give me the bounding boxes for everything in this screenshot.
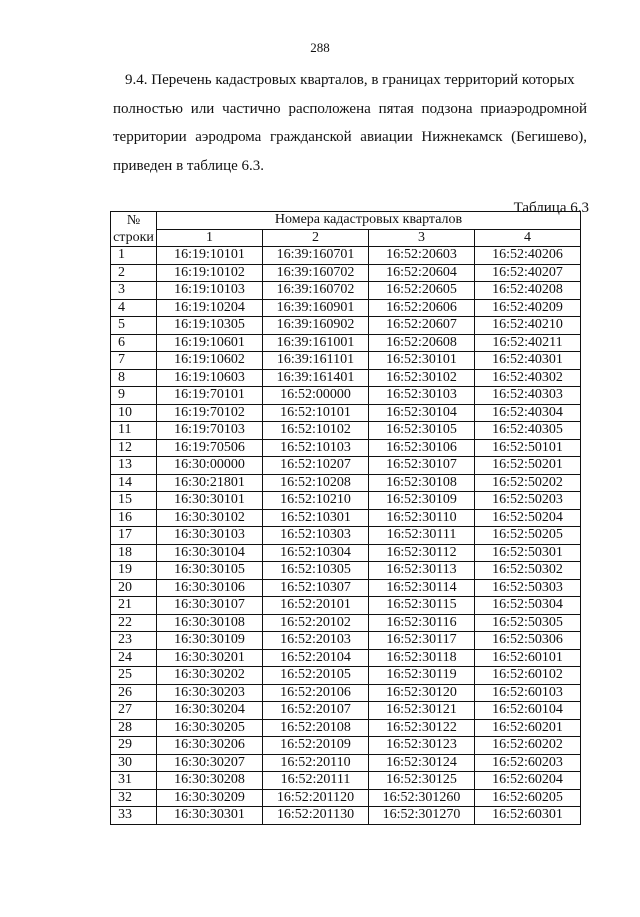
table-row (111, 422, 581, 440)
cadastral-quarter-cell: 16:52:10208 (263, 474, 369, 492)
cadastral-quarter-cell: 16:52:60201 (475, 719, 581, 737)
row-number-cell: 29 (111, 737, 157, 755)
cadastral-quarter-cell: 16:52:30106 (369, 439, 475, 457)
cadastral-quarter-cell: 16:52:50304 (475, 597, 581, 615)
row-number-cell: 16 (111, 509, 157, 527)
cadastral-quarter-cell: 16:52:30122 (369, 719, 475, 737)
table-row (111, 369, 581, 387)
cadastral-quarter-cell: 16:52:60101 (475, 649, 581, 667)
cadastral-quarter-cell: 16:52:20107 (263, 702, 369, 720)
cadastral-quarter-cell: 16:52:30104 (369, 404, 475, 422)
table-row (111, 404, 581, 422)
cadastral-quarter-cell: 16:19:70506 (157, 439, 263, 457)
cadastral-quarter-cell: 16:52:40211 (475, 334, 581, 352)
cadastral-quarter-cell: 16:52:30117 (369, 632, 475, 650)
cadastral-quarter-cell: 16:52:40206 (475, 247, 581, 265)
cadastral-quarter-cell: 16:30:30204 (157, 702, 263, 720)
table-row (111, 527, 581, 545)
cadastral-quarter-cell: 16:52:30102 (369, 369, 475, 387)
table-row (111, 667, 581, 685)
table-caption: Таблица 6.3 (513, 200, 589, 216)
cadastral-quarter-cell: 16:52:30107 (369, 457, 475, 475)
cadastral-quarter-cell: 16:52:30112 (369, 544, 475, 562)
row-number-cell: 3 (111, 282, 157, 300)
cadastral-quarter-cell: 16:52:20106 (263, 684, 369, 702)
table-row (111, 439, 581, 457)
cadastral-quarter-cell: 16:52:60205 (475, 789, 581, 807)
cadastral-quarter-cell: 16:52:40210 (475, 317, 581, 335)
table-row (111, 509, 581, 527)
cadastral-quarter-cell: 16:39:160701 (263, 247, 369, 265)
row-number-cell: 20 (111, 579, 157, 597)
cadastral-quarter-cell: 16:52:50303 (475, 579, 581, 597)
row-number-cell: 1 (111, 247, 157, 265)
intro-paragraph-first-line: 9.4. Перечень кадастровых кварталов, в границах территорий которых (125, 72, 575, 88)
cadastral-quarter-cell: 16:30:00000 (157, 457, 263, 475)
cadastral-quarter-cell: 16:52:30120 (369, 684, 475, 702)
cadastral-quarter-cell: 16:52:10307 (263, 579, 369, 597)
cadastral-quarter-cell: 16:52:50306 (475, 632, 581, 650)
cadastral-quarter-cell: 16:19:10601 (157, 334, 263, 352)
cadastral-quarter-cell: 16:52:40302 (475, 369, 581, 387)
cadastral-quarter-cell: 16:30:30208 (157, 772, 263, 790)
row-number-cell: 4 (111, 299, 157, 317)
cadastral-quarter-cell: 16:52:60202 (475, 737, 581, 755)
table-row (111, 317, 581, 335)
cadastral-quarter-cell: 16:19:70102 (157, 404, 263, 422)
cadastral-quarter-cell: 16:30:30209 (157, 789, 263, 807)
cadastral-quarter-cell: 16:52:00000 (263, 387, 369, 405)
column-header: 1 (157, 229, 263, 247)
cadastral-quarter-cell: 16:52:40207 (475, 264, 581, 282)
row-number-cell: 33 (111, 807, 157, 825)
cadastral-quarter-cell: 16:52:20110 (263, 754, 369, 772)
cadastral-quarter-cell: 16:52:40305 (475, 422, 581, 440)
table-row (111, 282, 581, 300)
row-number-cell: 24 (111, 649, 157, 667)
cadastral-quarter-cell: 16:52:10103 (263, 439, 369, 457)
cadastral-quarter-cell: 16:52:50203 (475, 492, 581, 510)
table-row (111, 387, 581, 405)
row-number-cell: 6 (111, 334, 157, 352)
table-row (111, 614, 581, 632)
cadastral-quarter-cell: 16:52:30111 (369, 527, 475, 545)
row-number-cell: 7 (111, 352, 157, 370)
cadastral-quarter-cell: 16:30:30102 (157, 509, 263, 527)
intro-paragraph (113, 66, 587, 180)
cadastral-quarter-cell: 16:52:30110 (369, 509, 475, 527)
table-row (111, 789, 581, 807)
table-row (111, 597, 581, 615)
cadastral-quarter-cell: 16:19:10204 (157, 299, 263, 317)
cadastral-quarter-cell: 16:39:161401 (263, 369, 369, 387)
table-body (111, 247, 581, 825)
cadastral-quarter-cell: 16:30:30202 (157, 667, 263, 685)
row-number-cell: 18 (111, 544, 157, 562)
cadastral-quarter-cell: 16:52:30119 (369, 667, 475, 685)
table-row (111, 632, 581, 650)
cadastral-quarter-cell: 16:52:30101 (369, 352, 475, 370)
table-row (111, 719, 581, 737)
row-number-cell: 17 (111, 527, 157, 545)
row-number-cell: 11 (111, 422, 157, 440)
table-header (111, 212, 581, 247)
cadastral-quarter-cell: 16:30:30206 (157, 737, 263, 755)
cadastral-quarter-cell: 16:52:30124 (369, 754, 475, 772)
table-row (111, 474, 581, 492)
table-row (111, 544, 581, 562)
row-number-cell: 28 (111, 719, 157, 737)
column-header: 3 (369, 229, 475, 247)
cadastral-quarter-cell: 16:52:20607 (369, 317, 475, 335)
cadastral-quarter-cell: 16:30:30103 (157, 527, 263, 545)
cadastral-quarter-cell: 16:52:20105 (263, 667, 369, 685)
cadastral-quarter-cell: 16:39:160901 (263, 299, 369, 317)
table-row (111, 334, 581, 352)
row-number-cell: 26 (111, 684, 157, 702)
cadastral-quarters-table (110, 211, 581, 825)
cadastral-quarter-cell: 16:19:10602 (157, 352, 263, 370)
cadastral-quarter-cell: 16:52:40304 (475, 404, 581, 422)
cadastral-quarter-cell: 16:30:30203 (157, 684, 263, 702)
cadastral-quarter-cell: 16:52:30115 (369, 597, 475, 615)
cadastral-quarter-cell: 16:52:20608 (369, 334, 475, 352)
row-number-cell: 21 (111, 597, 157, 615)
cadastral-quarter-cell: 16:30:30105 (157, 562, 263, 580)
cadastral-quarter-cell: 16:52:30105 (369, 422, 475, 440)
cadastral-quarter-cell: 16:52:50205 (475, 527, 581, 545)
cadastral-quarter-cell: 16:52:20605 (369, 282, 475, 300)
cadastral-quarter-cell: 16:52:50101 (475, 439, 581, 457)
cadastral-quarter-cell: 16:52:20111 (263, 772, 369, 790)
cadastral-quarter-cell: 16:30:30108 (157, 614, 263, 632)
cadastral-quarter-cell: 16:52:30123 (369, 737, 475, 755)
cadastral-quarter-cell: 16:52:20109 (263, 737, 369, 755)
cadastral-quarter-cell: 16:39:161001 (263, 334, 369, 352)
row-number-cell: 13 (111, 457, 157, 475)
row-number-cell: 10 (111, 404, 157, 422)
row-number-cell: 27 (111, 702, 157, 720)
cadastral-quarter-cell: 16:39:160702 (263, 264, 369, 282)
cadastral-quarter-cell: 16:52:50202 (475, 474, 581, 492)
cadastral-quarter-cell: 16:52:30114 (369, 579, 475, 597)
cadastral-quarter-cell: 16:52:30109 (369, 492, 475, 510)
cadastral-quarter-cell: 16:52:20604 (369, 264, 475, 282)
cadastral-quarter-cell: 16:30:30109 (157, 632, 263, 650)
row-number-cell: 9 (111, 387, 157, 405)
table-row (111, 684, 581, 702)
row-number-cell: 8 (111, 369, 157, 387)
cadastral-quarter-cell: 16:52:30118 (369, 649, 475, 667)
table-row (111, 264, 581, 282)
cadastral-quarter-cell: 16:52:30125 (369, 772, 475, 790)
row-number-header-line1: № (126, 213, 141, 228)
cadastral-quarter-cell: 16:52:10102 (263, 422, 369, 440)
table-header-row-2 (111, 229, 581, 247)
table-row (111, 247, 581, 265)
cadastral-quarter-cell: 16:19:10305 (157, 317, 263, 335)
cadastral-quarter-cell: 16:52:20108 (263, 719, 369, 737)
table-row (111, 702, 581, 720)
cadastral-quarter-cell: 16:52:60103 (475, 684, 581, 702)
cadastral-quarter-cell: 16:52:10301 (263, 509, 369, 527)
cadastral-quarter-cell: 16:19:10102 (157, 264, 263, 282)
cadastral-quarter-cell: 16:52:60204 (475, 772, 581, 790)
row-number-cell: 25 (111, 667, 157, 685)
cadastral-quarter-cell: 16:30:30101 (157, 492, 263, 510)
table-row (111, 457, 581, 475)
table-row (111, 754, 581, 772)
table-row (111, 352, 581, 370)
cadastral-quarter-cell: 16:52:50204 (475, 509, 581, 527)
column-header: 2 (263, 229, 369, 247)
quarters-group-header: Номера кадастровых кварталов (157, 212, 581, 230)
cadastral-quarter-cell: 16:52:60301 (475, 807, 581, 825)
cadastral-quarter-cell: 16:30:30107 (157, 597, 263, 615)
intro-paragraph-rest: полностью или частично расположена пятая подзона приаэродромной территории аэродрома гражданской авиации Нижнекамск (Бегишево), приведен в таблице 6.3. (113, 100, 587, 174)
cadastral-quarter-cell: 16:52:60203 (475, 754, 581, 772)
cadastral-quarter-cell: 16:52:40301 (475, 352, 581, 370)
cadastral-quarter-cell: 16:52:20603 (369, 247, 475, 265)
row-number-cell: 30 (111, 754, 157, 772)
table-header-row-1 (111, 212, 581, 230)
cadastral-quarter-cell: 16:19:10603 (157, 369, 263, 387)
cadastral-quarter-cell: 16:52:10304 (263, 544, 369, 562)
cadastral-quarter-cell: 16:52:20103 (263, 632, 369, 650)
cadastral-quarter-cell: 16:52:10207 (263, 457, 369, 475)
cadastral-quarter-cell: 16:19:70101 (157, 387, 263, 405)
row-number-cell: 23 (111, 632, 157, 650)
cadastral-quarter-cell: 16:30:30205 (157, 719, 263, 737)
cadastral-quarter-cell: 16:19:10101 (157, 247, 263, 265)
column-header: 4 (475, 229, 581, 247)
cadastral-quarter-cell: 16:39:161101 (263, 352, 369, 370)
table-row (111, 807, 581, 825)
cadastral-quarter-cell: 16:52:201120 (263, 789, 369, 807)
cadastral-quarter-cell: 16:52:30113 (369, 562, 475, 580)
row-number-cell: 19 (111, 562, 157, 580)
cadastral-quarter-cell: 16:52:40209 (475, 299, 581, 317)
cadastral-quarter-cell: 16:30:30104 (157, 544, 263, 562)
cadastral-quarter-cell: 16:39:160902 (263, 317, 369, 335)
cadastral-quarter-cell: 16:52:30116 (369, 614, 475, 632)
cadastral-quarter-cell: 16:52:60102 (475, 667, 581, 685)
cadastral-quarter-cell: 16:52:20102 (263, 614, 369, 632)
row-number-cell: 15 (111, 492, 157, 510)
cadastral-quarter-cell: 16:30:30301 (157, 807, 263, 825)
row-number-cell: 22 (111, 614, 157, 632)
table-row (111, 772, 581, 790)
cadastral-quarter-cell: 16:52:40208 (475, 282, 581, 300)
table-row (111, 737, 581, 755)
row-number-cell: 12 (111, 439, 157, 457)
row-number-cell: 14 (111, 474, 157, 492)
cadastral-quarter-cell: 16:52:10303 (263, 527, 369, 545)
cadastral-quarter-cell: 16:52:10305 (263, 562, 369, 580)
table-row (111, 562, 581, 580)
cadastral-quarter-cell: 16:52:50305 (475, 614, 581, 632)
cadastral-quarter-cell: 16:30:30201 (157, 649, 263, 667)
cadastral-quarter-cell: 16:52:201130 (263, 807, 369, 825)
cadastral-quarter-cell: 16:52:10210 (263, 492, 369, 510)
cadastral-quarter-cell: 16:19:10103 (157, 282, 263, 300)
table-row (111, 299, 581, 317)
page-number: 288 (310, 40, 330, 55)
cadastral-quarter-cell: 16:52:10101 (263, 404, 369, 422)
table-row (111, 649, 581, 667)
cadastral-quarter-cell: 16:52:301260 (369, 789, 475, 807)
row-number-header-line2: строки (113, 230, 154, 245)
cadastral-quarter-cell: 16:39:160702 (263, 282, 369, 300)
table-row (111, 579, 581, 597)
cadastral-quarter-cell: 16:52:301270 (369, 807, 475, 825)
cadastral-quarter-cell: 16:52:30121 (369, 702, 475, 720)
cadastral-quarter-cell: 16:52:20606 (369, 299, 475, 317)
cadastral-quarter-cell: 16:52:50302 (475, 562, 581, 580)
cadastral-quarter-cell: 16:52:60104 (475, 702, 581, 720)
row-number-header (111, 212, 157, 247)
cadastral-quarter-cell: 16:52:50201 (475, 457, 581, 475)
cadastral-quarter-cell: 16:30:21801 (157, 474, 263, 492)
cadastral-quarter-cell: 16:52:30103 (369, 387, 475, 405)
cadastral-quarter-cell: 16:52:20104 (263, 649, 369, 667)
row-number-cell: 31 (111, 772, 157, 790)
row-number-cell: 32 (111, 789, 157, 807)
cadastral-quarter-cell: 16:52:20101 (263, 597, 369, 615)
cadastral-quarter-cell: 16:52:50301 (475, 544, 581, 562)
cadastral-quarter-cell: 16:52:30108 (369, 474, 475, 492)
table-row (111, 492, 581, 510)
cadastral-quarter-cell: 16:52:40303 (475, 387, 581, 405)
cadastral-quarter-cell: 16:19:70103 (157, 422, 263, 440)
row-number-cell: 5 (111, 317, 157, 335)
row-number-cell: 2 (111, 264, 157, 282)
cadastral-quarter-cell: 16:30:30207 (157, 754, 263, 772)
cadastral-quarter-cell: 16:30:30106 (157, 579, 263, 597)
